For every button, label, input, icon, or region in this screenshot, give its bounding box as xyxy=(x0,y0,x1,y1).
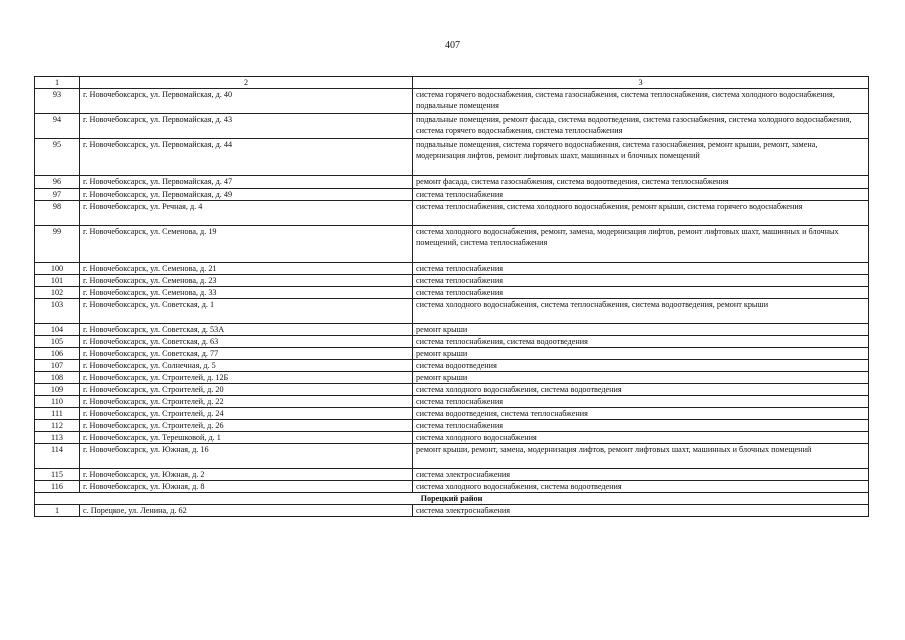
table-row xyxy=(35,469,869,481)
registry-table xyxy=(34,76,869,517)
row-address: г. Новочебоксарск, ул. Строителей, д. 20 xyxy=(80,384,413,396)
table-row xyxy=(35,201,869,226)
row-works: система теплоснабжения, система холодного водоснабжения, ремонт крыши, система горячего водоснабжения xyxy=(413,201,869,226)
row-number: 99 xyxy=(35,226,80,263)
row-address: г. Новочебоксарск, ул. Семенова, д. 19 xyxy=(80,226,413,263)
row-works: система теплоснабжения xyxy=(413,396,869,408)
row-address: г. Новочебоксарск, ул. Первомайская, д. 47 xyxy=(80,176,413,189)
row-address: г. Новочебоксарск, ул. Советская, д. 1 xyxy=(80,299,413,324)
column-header-number: 1 xyxy=(35,77,80,89)
row-address: г. Новочебоксарск, ул. Речная, д. 4 xyxy=(80,201,413,226)
row-address: г. Новочебоксарск, ул. Терешковой, д. 1 xyxy=(80,432,413,444)
row-works: система электроснабжения xyxy=(413,505,869,517)
table-row xyxy=(35,336,869,348)
row-works: ремонт крыши xyxy=(413,372,869,384)
table-row xyxy=(35,348,869,360)
row-address: г. Новочебоксарск, ул. Советская, д. 53А xyxy=(80,324,413,336)
row-number: 108 xyxy=(35,372,80,384)
row-address: г. Новочебоксарск, ул. Южная, д. 16 xyxy=(80,444,413,469)
row-works: подвальные помещения, система горячего водоснабжения, система газоснабжения, ремонт крыши, ремонт, замена, модернизация лифтов, ремонт лифтовых шахт, машинных и блочных помещений xyxy=(413,139,869,176)
table-row xyxy=(35,408,869,420)
table-row xyxy=(35,275,869,287)
row-address: г. Новочебоксарск, ул. Первомайская, д. 43 xyxy=(80,114,413,139)
row-number: 103 xyxy=(35,299,80,324)
row-number: 101 xyxy=(35,275,80,287)
row-address: г. Новочебоксарск, ул. Южная, д. 8 xyxy=(80,481,413,493)
table-row xyxy=(35,396,869,408)
row-works: система теплоснабжения xyxy=(413,287,869,299)
row-number: 113 xyxy=(35,432,80,444)
table-row xyxy=(35,505,869,517)
row-works: ремонт крыши xyxy=(413,348,869,360)
row-number: 110 xyxy=(35,396,80,408)
row-address: г. Новочебоксарск, ул. Строителей, д. 12Б xyxy=(80,372,413,384)
table-row xyxy=(35,139,869,176)
table-row xyxy=(35,360,869,372)
row-works: система холодного водоснабжения xyxy=(413,432,869,444)
table-row xyxy=(35,420,869,432)
table-row xyxy=(35,114,869,139)
column-header-works: 3 xyxy=(413,77,869,89)
table-row xyxy=(35,226,869,263)
row-number: 116 xyxy=(35,481,80,493)
row-works: система горячего водоснабжения, система газоснабжения, система теплоснабжения, система холодного водоснабжения, подвальные помещения xyxy=(413,89,869,114)
row-works: ремонт крыши xyxy=(413,324,869,336)
row-works: система теплоснабжения xyxy=(413,420,869,432)
district-heading-row xyxy=(35,493,869,505)
table-row xyxy=(35,299,869,324)
row-address: г. Новочебоксарск, ул. Советская, д. 77 xyxy=(80,348,413,360)
row-address: г. Новочебоксарск, ул. Южная, д. 2 xyxy=(80,469,413,481)
row-number: 1 xyxy=(35,505,80,517)
column-header-address: 2 xyxy=(80,77,413,89)
row-number: 111 xyxy=(35,408,80,420)
row-number: 95 xyxy=(35,139,80,176)
row-works: система водоотведения xyxy=(413,360,869,372)
row-address: г. Новочебоксарск, ул. Первомайская, д. 49 xyxy=(80,189,413,201)
row-number: 94 xyxy=(35,114,80,139)
row-works: система холодного водоснабжения, ремонт, замена, модернизация лифтов, ремонт лифтовых шахт, машинных и блочных помещений, система теплоснабжения xyxy=(413,226,869,263)
row-number: 104 xyxy=(35,324,80,336)
table-row xyxy=(35,287,869,299)
row-works: система теплоснабжения xyxy=(413,275,869,287)
table-row xyxy=(35,176,869,189)
row-address: г. Новочебоксарск, ул. Строителей, д. 22 xyxy=(80,396,413,408)
row-number: 107 xyxy=(35,360,80,372)
row-number: 97 xyxy=(35,189,80,201)
row-works: система теплоснабжения xyxy=(413,263,869,275)
table-row xyxy=(35,324,869,336)
table-row xyxy=(35,89,869,114)
table-row xyxy=(35,189,869,201)
row-address: г. Новочебоксарск, ул. Советская, д. 63 xyxy=(80,336,413,348)
row-number: 109 xyxy=(35,384,80,396)
row-works: система теплоснабжения xyxy=(413,189,869,201)
row-number: 105 xyxy=(35,336,80,348)
table-row xyxy=(35,481,869,493)
district-heading: Порецкий район xyxy=(35,493,869,505)
row-number: 102 xyxy=(35,287,80,299)
table-row xyxy=(35,384,869,396)
row-number: 115 xyxy=(35,469,80,481)
row-works: система холодного водоснабжения, система водоотведения xyxy=(413,384,869,396)
table-row xyxy=(35,263,869,275)
row-number: 98 xyxy=(35,201,80,226)
row-works: система электроснабжения xyxy=(413,469,869,481)
row-works: система теплоснабжения, система водоотведения xyxy=(413,336,869,348)
row-address: г. Новочебоксарск, ул. Солнечная, д. 5 xyxy=(80,360,413,372)
row-address: г. Новочебоксарск, ул. Первомайская, д. 44 xyxy=(80,139,413,176)
row-number: 96 xyxy=(35,176,80,189)
row-address: г. Новочебоксарск, ул. Семенова, д. 33 xyxy=(80,287,413,299)
row-address: г. Новочебоксарск, ул. Первомайская, д. 40 xyxy=(80,89,413,114)
table-row xyxy=(35,444,869,469)
table-row xyxy=(35,372,869,384)
row-works: система холодного водоснабжения, система водоотведения xyxy=(413,481,869,493)
row-address: с. Порецкое, ул. Ленина, д. 62 xyxy=(80,505,413,517)
row-works: ремонт крыши, ремонт, замена, модернизация лифтов, ремонт лифтовых шахт, машинных и блочных помещений xyxy=(413,444,869,469)
row-address: г. Новочебоксарск, ул. Семенова, д. 21 xyxy=(80,263,413,275)
row-number: 100 xyxy=(35,263,80,275)
row-works: подвальные помещения, ремонт фасада, система водоотведения, система газоснабжения, система холодного водоснабжения, система горячего водоснабжения, система теплоснабжения xyxy=(413,114,869,139)
row-works: система водоотведения, система теплоснабжения xyxy=(413,408,869,420)
table-header-row xyxy=(35,77,869,89)
page-number: 407 xyxy=(445,40,460,51)
row-number: 106 xyxy=(35,348,80,360)
row-works: система холодного водоснабжения, система теплоснабжения, система водоотведения, ремонт крыши xyxy=(413,299,869,324)
row-number: 112 xyxy=(35,420,80,432)
table-row xyxy=(35,432,869,444)
row-address: г. Новочебоксарск, ул. Строителей, д. 24 xyxy=(80,408,413,420)
row-address: г. Новочебоксарск, ул. Строителей, д. 26 xyxy=(80,420,413,432)
row-number: 93 xyxy=(35,89,80,114)
row-address: г. Новочебоксарск, ул. Семенова, д. 23 xyxy=(80,275,413,287)
row-works: ремонт фасада, система газоснабжения, система водоотведения, система теплоснабжения xyxy=(413,176,869,189)
row-number: 114 xyxy=(35,444,80,469)
